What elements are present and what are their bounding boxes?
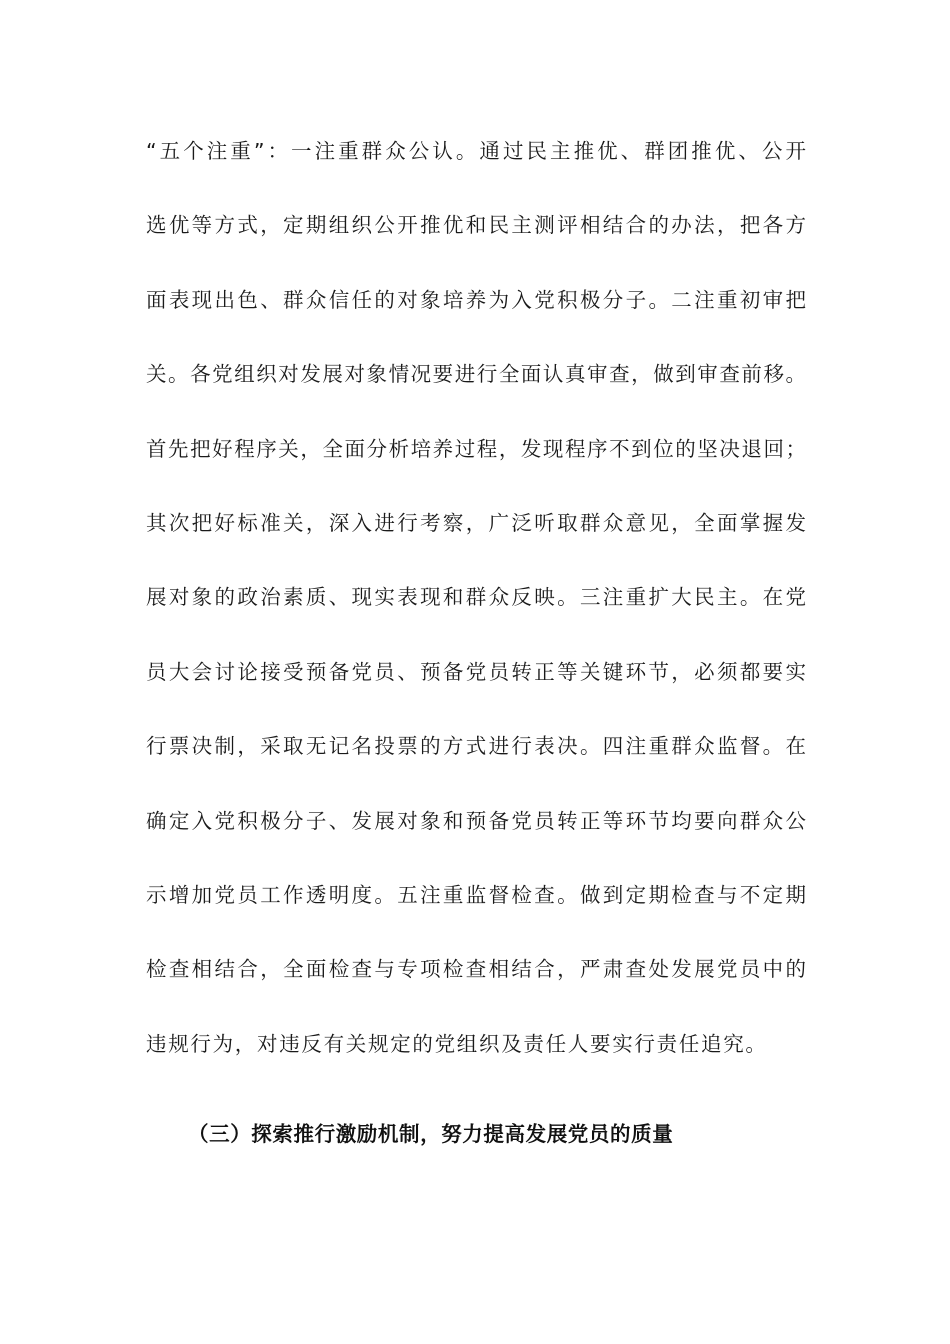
paragraph-line-2: 选优等方式，定期组织公开推优和民主测评相结合的办法，把各方 xyxy=(146,213,806,238)
body-paragraph xyxy=(146,139,806,1106)
section-heading: （三）探索推行激励机制，努力提高发展党员的质量 xyxy=(188,1122,674,1146)
paragraph-line-10: 确定入党积极分子、发展对象和预备党员转正等环节均要向群众公 xyxy=(146,808,806,833)
paragraph-line-11: 示增加党员工作透明度。五注重监督检查。做到定期检查与不定期 xyxy=(146,882,806,907)
paragraph-line-6: 其次把好标准关，深入进行考察，广泛听取群众意见，全面掌握发 xyxy=(146,510,806,535)
paragraph-line-13: 违规行为，对违反有关规定的党组织及责任人要实行责任追究。 xyxy=(146,1031,768,1056)
paragraph-line-3: 面表现出色、群众信任的对象培养为入党积极分子。二注重初审把 xyxy=(146,287,806,312)
paragraph-line-1: “五个注重”：一注重群众公认。通过民主推优、群团推优、公开 xyxy=(146,139,806,163)
paragraph-line-4: 关。各党组织对发展对象情况要进行全面认真审查，做到审查前移。 xyxy=(146,362,806,387)
paragraph-line-7: 展对象的政治素质、现实表现和群众反映。三注重扩大民主。在党 xyxy=(146,585,806,610)
paragraph-line-5: 首先把好程序关，全面分析培养过程，发现程序不到位的坚决退回； xyxy=(146,436,806,461)
paragraph-line-9: 行票决制，采取无记名投票的方式进行表决。四注重群众监督。在 xyxy=(146,734,806,759)
paragraph-line-12: 检查相结合，全面检查与专项检查相结合，严肃查处发展党员中的 xyxy=(146,957,806,982)
paragraph-line-8: 员大会讨论接受预备党员、预备党员转正等关键环节，必须都要实 xyxy=(146,659,806,684)
